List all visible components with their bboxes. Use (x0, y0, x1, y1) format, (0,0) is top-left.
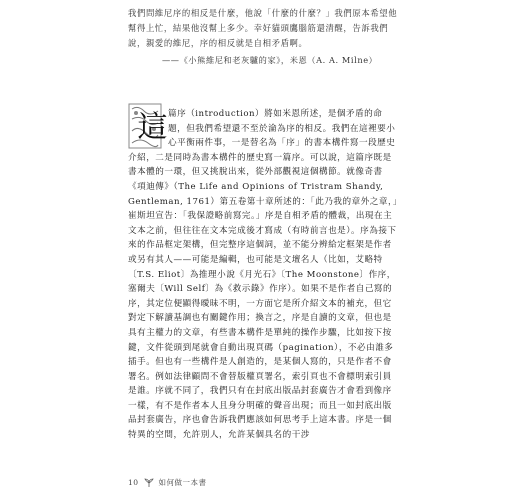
epigraph-attribution: ——《小熊維尼和老灰驢的家》，米恩（A. A. Milne） (162, 55, 378, 65)
body-paragraph-text: 篇序（introduction）將如米恩所述，是個矛盾的命題，但我們希望還不至於淪為序的相反。我們在這裡要小心平衡兩件事，一是替名為「序」的書本構件寫一段歷史介紹，二是同時為書本構件的歷史寫一篇序。可以說，這篇序既是書本體的一環，但又挑脫出來，從外部觀視這個構節。就像奇書《項迪傳》（The Life and Opinions of Tristram Shandy, Gentleman, 1761）第五卷第十章所述的：「此乃我的章外之章，」崔斯坦宣告：「我保證略前寫完。」序是自相矛盾的體裁，出現在主文本之前，但往往在文本完成後才寫成（有時前言也是）。序為接下來的作品框定架構，但完整序這個詞，並不能分辨給定框架是作者或另有其人——可能是編輯，也可能是文壇名人（比如，艾略特〔T.S. Eliot〕為推理小說《月光石》〔The Moonstone〕作序，塞爾夫〔Will Self〕為《救示錄》作序）。如果不是作者自己寫的序，其定位便顯得曖昧不明，一方面它是所介紹文本的補充，但它對定下解讀基調也有關鍵作用；換言之，序是自讀的文章，但也是具有主權力的文章，有些書本構件是單純的操作步驟，比如按下按鍵，文件從頭到尾就會自動出現頁碼（pagination），不必由誰多插手。但也有一些構件是人創造的，是某個人寫的，只是作者不會署名。例如法律顧問不會替版權頁署名，索引頁也不會標明索引員是誰。序就不同了，我們只有在封底出版品封套廣告才會看到像序一樣，有不是作者本人且身分明確的聲音出現；而且一如封底出版品封套廣告，序也會告訴我們應該如何思考手上這本書。序是一個特異的空間，允許別人，允許某個具名的干涉 (128, 109, 398, 441)
page-number: 10 (128, 478, 139, 487)
page-footer (128, 477, 207, 488)
leaf-ornament-icon (144, 478, 154, 488)
dropcap-letter: 這 (137, 110, 168, 145)
body-text (128, 107, 400, 443)
epigraph-text: 我們問維尼序的相反是什麼，他說「什麼的什麼？」我們原本希望他幫得上忙，結果他沒幫上多少。幸好貓頭鷹腦筋還清醒，告訴我們說，親愛的維尼，序的相反就是自相矛盾啊。 (128, 8, 398, 48)
epigraph (128, 6, 400, 68)
running-title: 如何做一本書 (158, 478, 207, 487)
body-paragraph (128, 107, 400, 443)
